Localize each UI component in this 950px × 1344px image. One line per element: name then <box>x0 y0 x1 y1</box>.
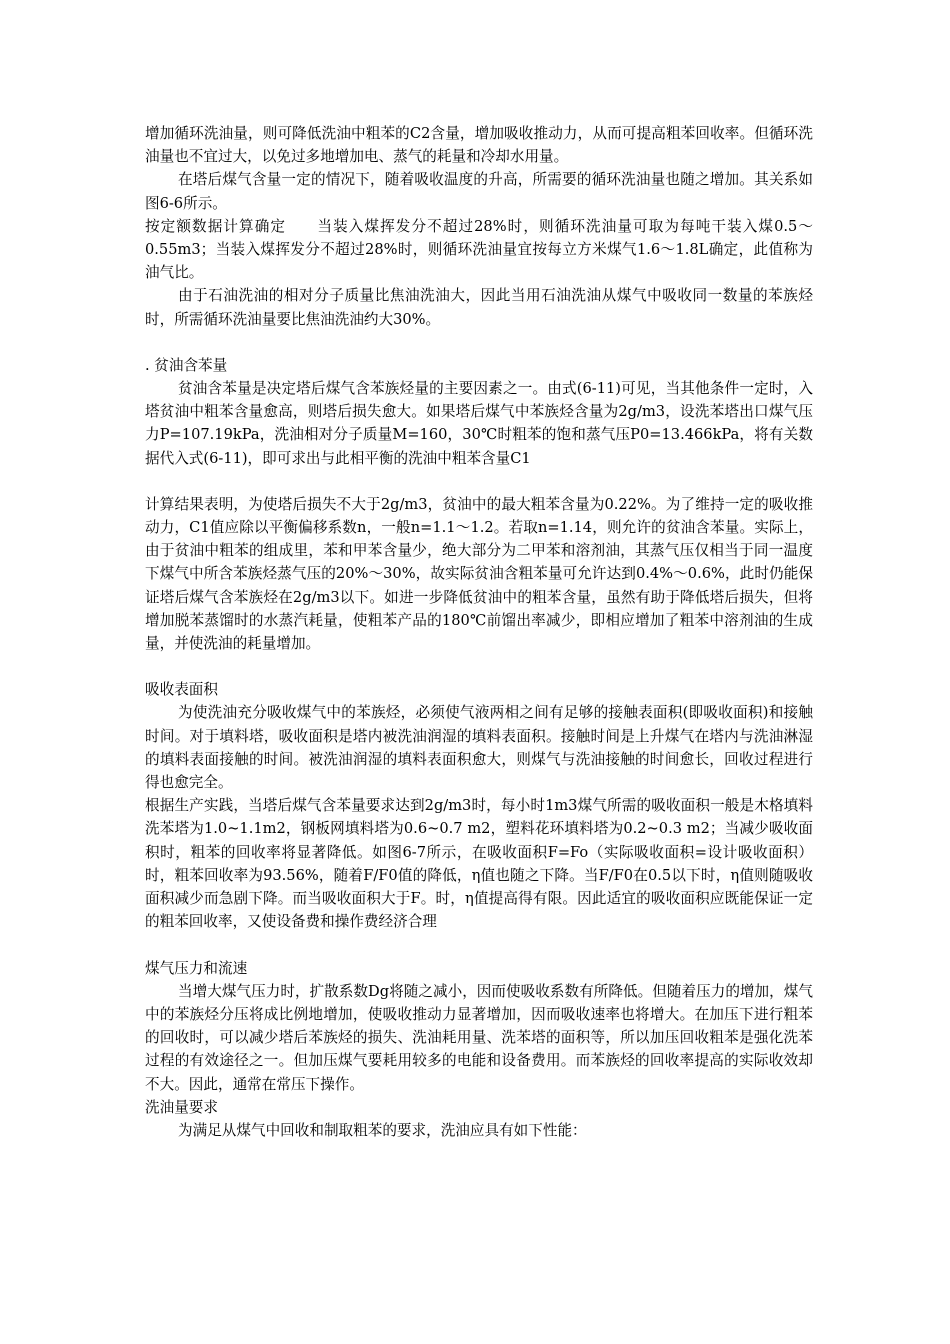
paragraph: 为使洗油充分吸收煤气中的苯族烃，必须使气液两相之间有足够的接触表面积(即吸收面积)和接触时间。对于填料塔，吸收面积是塔内被洗油润湿的填料表面积。接触时间是上升煤气在塔内与洗油淋湿的填料表面接触的时间。被洗油润湿的填料表面积愈大，则煤气与洗油接触的时间愈长，回收过程进行得也愈完全。 <box>145 704 813 792</box>
document-body <box>145 122 813 1142</box>
paragraph: 根据生产实践，当塔后煤气含苯量要求达到2g/m3时，每小时1m3煤气所需的吸收面积一般是木格填料洗苯塔为1.0~1.1m2，钢板网填料塔为0.6~0.7 m2，塑料花环填料塔为0.2~0.3 m2；当减少吸收面积时，粗苯的回收率将显著降低。如图6-7所示，在吸收面积F=Fo（实际吸收面积=设计吸收面积）时，粗苯回收率为93.56%，随着F/F0值的降低，η值也随之下降。当F/F0在0.5以下时，η值则随吸收面积减少而急剧下降。而当吸收面积大于F。时，η值提高得有限。因此适宜的吸收面积应既能保证一定的粗苯回收率，又使设备费和操作费经济合理 <box>145 797 813 931</box>
spacer <box>145 655 813 678</box>
paragraph: 按定额数据计算确定 当装入煤挥发分不超过28%时，则循环洗油量可取为每吨干装入煤0.5～0.55m3；当装入煤挥发分不超过28%时，则循环洗油量宜按每立方米煤气1.6～1.8L确定，此值称为油气比。 <box>145 217 813 282</box>
section-heading: 煤气压力和流速 <box>145 959 248 977</box>
paragraph: 在塔后煤气含量一定的情况下，随着吸收温度的升高，所需要的循环洗油量也随之增加。其关系如图6-6所示。 <box>145 171 813 212</box>
paragraph: 贫油含苯量是决定塔后煤气含苯族烃量的主要因素之一。由式(6-11)可见，当其他条件一定时，入塔贫油中粗苯含量愈高，则塔后损失愈大。如果塔后煤气中苯族烃含量为2g/m3，设洗苯塔出口煤气压力P=107.19kPa，洗油相对分子质量M=160，30℃时粗苯的饱和蒸气压P0=13.466kPa，将有关数据代入式(6-11)，即可求出与此相平衡的洗油中粗苯含量C1 <box>145 380 813 467</box>
paragraph: 当增大煤气压力时，扩散系数Dg将随之减小，因而使吸收系数有所降低。但随着压力的增加，煤气中的苯族烃分压将成比例地增加，使吸收推动力显著增加，因而吸收速率也将增大。在加压下进行粗苯的回收时，可以减少塔后苯族烃的损失、洗油耗用量、洗苯塔的面积等，所以加压回收粗苯是强化洗苯过程的有效途径之一。但加压煤气要耗用较多的电能和设备费用。而苯族烃的回收率提高的实际收效却不大。因此，通常在常压下操作。 <box>145 982 813 1093</box>
paragraph: 由于石油洗油的相对分子质量比焦油洗油大，因此当用石油洗油从煤气中吸收同一数量的苯族烃时，所需循环洗油量要比焦油洗油约大30%。 <box>145 287 813 328</box>
section-heading: 洗油量要求 <box>145 1098 218 1116</box>
paragraph: 计算结果表明，为使塔后损失不大于2g/m3，贫油中的最大粗苯含量为0.22%。为了维持一定的吸收推动力，C1值应除以平衡偏移系数n，一般n=1.1～1.2。若取n=1.14，则允许的贫油含苯量。实际上，由于贫油中粗苯的组成里，苯和甲苯含量少，绝大部分为二甲苯和溶剂油，其蒸气压仅相当于同一温度下煤气中所含苯族烃蒸气压的20%～30%，故实际贫油含粗苯量可允许达到0.4%～0.6%，此时仍能保证塔后煤气含苯族烃在2g/m3以下。如进一步降低贫油中的粗苯含量，虽然有助于降低塔后损失，但将增加脱苯蒸馏时的水蒸汽耗量，使粗苯产品的180℃前馏出率减少，即相应增加了粗苯中溶剂油的生成量，并使洗油的耗量增加。 <box>145 495 813 653</box>
spacer <box>145 331 813 354</box>
paragraph: 增加循环洗油量，则可降低洗油中粗苯的C2含量，增加吸收推动力，从而可提高粗苯回收率。但循环洗油量也不宜过大，以免过多地增加电、蒸气的耗量和冷却水用量。 <box>145 125 813 166</box>
section-heading: 吸收表面积 <box>145 681 218 699</box>
spacer <box>145 470 813 493</box>
paragraph: 为满足从煤气中回收和制取粗苯的要求，洗油应具有如下性能： <box>178 1121 587 1139</box>
section-heading: . 贫油含苯量 <box>145 356 228 374</box>
spacer <box>145 934 813 957</box>
